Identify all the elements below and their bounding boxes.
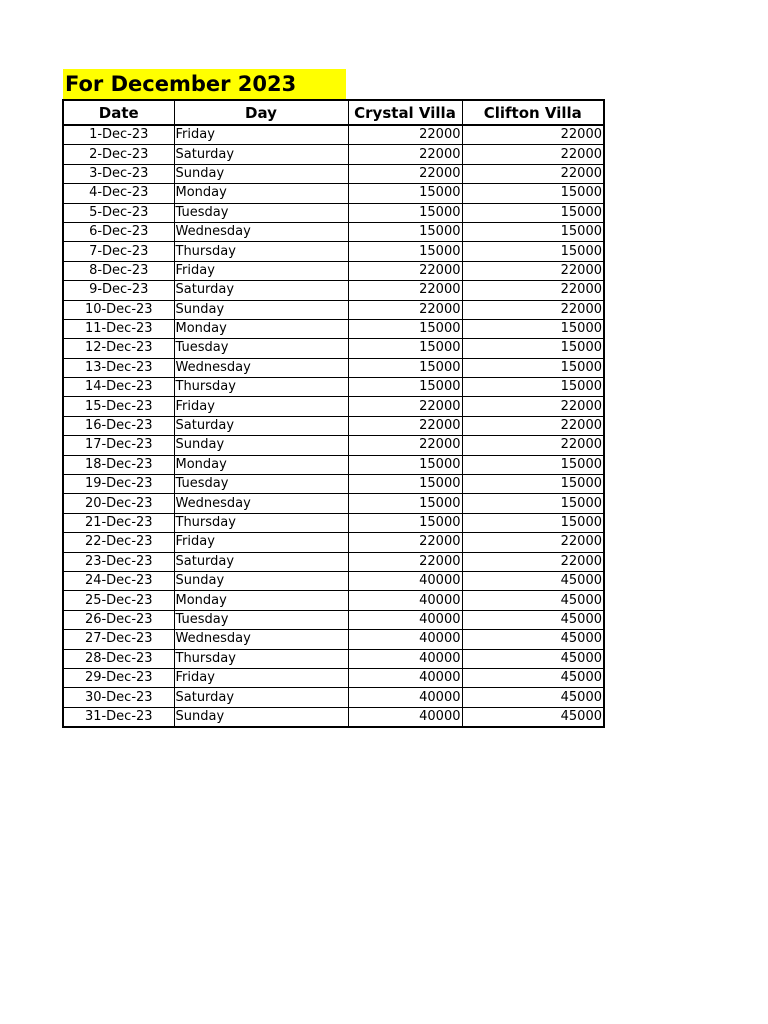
cell-crystal-villa: 15000 — [348, 203, 462, 222]
cell-clifton-villa: 22000 — [462, 125, 604, 145]
cell-clifton-villa: 15000 — [462, 222, 604, 241]
cell-day: Thursday — [174, 378, 348, 397]
table-row — [63, 513, 604, 532]
cell-clifton-villa: 22000 — [462, 164, 604, 183]
cell-clifton-villa: 15000 — [462, 184, 604, 203]
table-row — [63, 455, 604, 474]
table-row — [63, 300, 604, 319]
cell-crystal-villa: 40000 — [348, 571, 462, 590]
cell-day: Tuesday — [174, 203, 348, 222]
cell-day: Saturday — [174, 416, 348, 435]
cell-clifton-villa: 15000 — [462, 494, 604, 513]
cell-date: 6-Dec-23 — [63, 222, 174, 241]
cell-date: 23-Dec-23 — [63, 552, 174, 571]
table-row — [63, 242, 604, 261]
cell-crystal-villa: 15000 — [348, 378, 462, 397]
cell-day: Friday — [174, 261, 348, 280]
cell-date: 3-Dec-23 — [63, 164, 174, 183]
cell-clifton-villa: 45000 — [462, 688, 604, 707]
header-crystal-villa: Crystal Villa — [348, 100, 462, 125]
cell-date: 9-Dec-23 — [63, 281, 174, 300]
cell-day: Friday — [174, 668, 348, 687]
table-row — [63, 339, 604, 358]
table-row — [63, 707, 604, 727]
cell-clifton-villa: 22000 — [462, 300, 604, 319]
cell-clifton-villa: 45000 — [462, 707, 604, 727]
cell-clifton-villa: 15000 — [462, 242, 604, 261]
table-row — [63, 688, 604, 707]
table-row — [63, 222, 604, 241]
cell-day: Friday — [174, 125, 348, 145]
cell-crystal-villa: 40000 — [348, 591, 462, 610]
header-date: Date — [63, 100, 174, 125]
cell-crystal-villa: 15000 — [348, 319, 462, 338]
cell-crystal-villa: 15000 — [348, 184, 462, 203]
cell-clifton-villa: 15000 — [462, 319, 604, 338]
table-row — [63, 475, 604, 494]
cell-date: 7-Dec-23 — [63, 242, 174, 261]
table-row — [63, 610, 604, 629]
cell-day: Monday — [174, 455, 348, 474]
cell-crystal-villa: 15000 — [348, 222, 462, 241]
cell-crystal-villa: 22000 — [348, 281, 462, 300]
cell-crystal-villa: 22000 — [348, 164, 462, 183]
table-row — [63, 164, 604, 183]
cell-date: 14-Dec-23 — [63, 378, 174, 397]
header-row — [63, 100, 604, 125]
cell-date: 26-Dec-23 — [63, 610, 174, 629]
cell-clifton-villa: 45000 — [462, 630, 604, 649]
cell-crystal-villa: 40000 — [348, 707, 462, 727]
cell-clifton-villa: 22000 — [462, 281, 604, 300]
cell-clifton-villa: 22000 — [462, 261, 604, 280]
cell-crystal-villa: 22000 — [348, 300, 462, 319]
table-row — [63, 591, 604, 610]
cell-clifton-villa: 15000 — [462, 358, 604, 377]
cell-date: 31-Dec-23 — [63, 707, 174, 727]
cell-date: 12-Dec-23 — [63, 339, 174, 358]
cell-crystal-villa: 22000 — [348, 125, 462, 145]
cell-day: Thursday — [174, 242, 348, 261]
cell-crystal-villa: 22000 — [348, 145, 462, 164]
table-row — [63, 668, 604, 687]
cell-date: 24-Dec-23 — [63, 571, 174, 590]
cell-day: Wednesday — [174, 630, 348, 649]
cell-date: 21-Dec-23 — [63, 513, 174, 532]
cell-crystal-villa: 22000 — [348, 436, 462, 455]
cell-day: Monday — [174, 319, 348, 338]
cell-crystal-villa: 22000 — [348, 261, 462, 280]
table-row — [63, 125, 604, 145]
cell-date: 29-Dec-23 — [63, 668, 174, 687]
cell-date: 27-Dec-23 — [63, 630, 174, 649]
cell-day: Thursday — [174, 513, 348, 532]
cell-day: Friday — [174, 397, 348, 416]
cell-clifton-villa: 15000 — [462, 513, 604, 532]
cell-date: 1-Dec-23 — [63, 125, 174, 145]
cell-day: Sunday — [174, 436, 348, 455]
cell-clifton-villa: 45000 — [462, 571, 604, 590]
rates-table — [62, 99, 605, 728]
cell-date: 11-Dec-23 — [63, 319, 174, 338]
table-row — [63, 358, 604, 377]
cell-crystal-villa: 15000 — [348, 455, 462, 474]
cell-date: 15-Dec-23 — [63, 397, 174, 416]
cell-date: 18-Dec-23 — [63, 455, 174, 474]
cell-crystal-villa: 22000 — [348, 416, 462, 435]
cell-day: Sunday — [174, 571, 348, 590]
cell-day: Tuesday — [174, 610, 348, 629]
cell-date: 28-Dec-23 — [63, 649, 174, 668]
cell-clifton-villa: 15000 — [462, 455, 604, 474]
cell-day: Saturday — [174, 145, 348, 164]
header-clifton-villa: Clifton Villa — [462, 100, 604, 125]
header-day: Day — [174, 100, 348, 125]
cell-day: Tuesday — [174, 339, 348, 358]
cell-clifton-villa: 15000 — [462, 475, 604, 494]
table-row — [63, 649, 604, 668]
cell-crystal-villa: 22000 — [348, 533, 462, 552]
cell-crystal-villa: 40000 — [348, 668, 462, 687]
cell-date: 30-Dec-23 — [63, 688, 174, 707]
table-row — [63, 184, 604, 203]
cell-crystal-villa: 15000 — [348, 513, 462, 532]
cell-date: 8-Dec-23 — [63, 261, 174, 280]
cell-crystal-villa: 15000 — [348, 475, 462, 494]
cell-crystal-villa: 15000 — [348, 494, 462, 513]
cell-crystal-villa: 40000 — [348, 610, 462, 629]
sheet-title: For December 2023 — [63, 69, 346, 99]
table-row — [63, 281, 604, 300]
cell-crystal-villa: 40000 — [348, 630, 462, 649]
table-row — [63, 378, 604, 397]
cell-date: 16-Dec-23 — [63, 416, 174, 435]
table-row — [63, 494, 604, 513]
table-row — [63, 203, 604, 222]
cell-date: 22-Dec-23 — [63, 533, 174, 552]
cell-day: Saturday — [174, 688, 348, 707]
cell-crystal-villa: 15000 — [348, 339, 462, 358]
cell-day: Thursday — [174, 649, 348, 668]
cell-date: 20-Dec-23 — [63, 494, 174, 513]
cell-date: 17-Dec-23 — [63, 436, 174, 455]
cell-day: Saturday — [174, 552, 348, 571]
cell-clifton-villa: 15000 — [462, 339, 604, 358]
cell-day: Wednesday — [174, 222, 348, 241]
cell-clifton-villa: 45000 — [462, 649, 604, 668]
table-row — [63, 416, 604, 435]
table-row — [63, 571, 604, 590]
cell-day: Tuesday — [174, 475, 348, 494]
cell-clifton-villa: 22000 — [462, 416, 604, 435]
table-row — [63, 261, 604, 280]
cell-clifton-villa: 22000 — [462, 533, 604, 552]
cell-date: 4-Dec-23 — [63, 184, 174, 203]
cell-day: Wednesday — [174, 494, 348, 513]
cell-clifton-villa: 45000 — [462, 610, 604, 629]
cell-crystal-villa: 22000 — [348, 552, 462, 571]
cell-crystal-villa: 22000 — [348, 397, 462, 416]
cell-date: 19-Dec-23 — [63, 475, 174, 494]
cell-clifton-villa: 15000 — [462, 378, 604, 397]
cell-date: 5-Dec-23 — [63, 203, 174, 222]
table-row — [63, 319, 604, 338]
cell-clifton-villa: 22000 — [462, 145, 604, 164]
cell-crystal-villa: 15000 — [348, 242, 462, 261]
cell-date: 13-Dec-23 — [63, 358, 174, 377]
cell-clifton-villa: 22000 — [462, 552, 604, 571]
table-row — [63, 552, 604, 571]
table-row — [63, 397, 604, 416]
cell-crystal-villa: 40000 — [348, 688, 462, 707]
cell-day: Friday — [174, 533, 348, 552]
cell-clifton-villa: 15000 — [462, 203, 604, 222]
cell-day: Saturday — [174, 281, 348, 300]
cell-clifton-villa: 45000 — [462, 668, 604, 687]
cell-date: 2-Dec-23 — [63, 145, 174, 164]
cell-date: 25-Dec-23 — [63, 591, 174, 610]
cell-day: Wednesday — [174, 358, 348, 377]
table-row — [63, 533, 604, 552]
cell-crystal-villa: 15000 — [348, 358, 462, 377]
cell-crystal-villa: 40000 — [348, 649, 462, 668]
cell-date: 10-Dec-23 — [63, 300, 174, 319]
cell-day: Monday — [174, 591, 348, 610]
cell-clifton-villa: 22000 — [462, 397, 604, 416]
cell-day: Sunday — [174, 300, 348, 319]
cell-clifton-villa: 45000 — [462, 591, 604, 610]
table-row — [63, 630, 604, 649]
cell-day: Monday — [174, 184, 348, 203]
table-body — [63, 125, 604, 727]
cell-day: Sunday — [174, 164, 348, 183]
table-row — [63, 436, 604, 455]
table-row — [63, 145, 604, 164]
cell-clifton-villa: 22000 — [462, 436, 604, 455]
cell-day: Sunday — [174, 707, 348, 727]
